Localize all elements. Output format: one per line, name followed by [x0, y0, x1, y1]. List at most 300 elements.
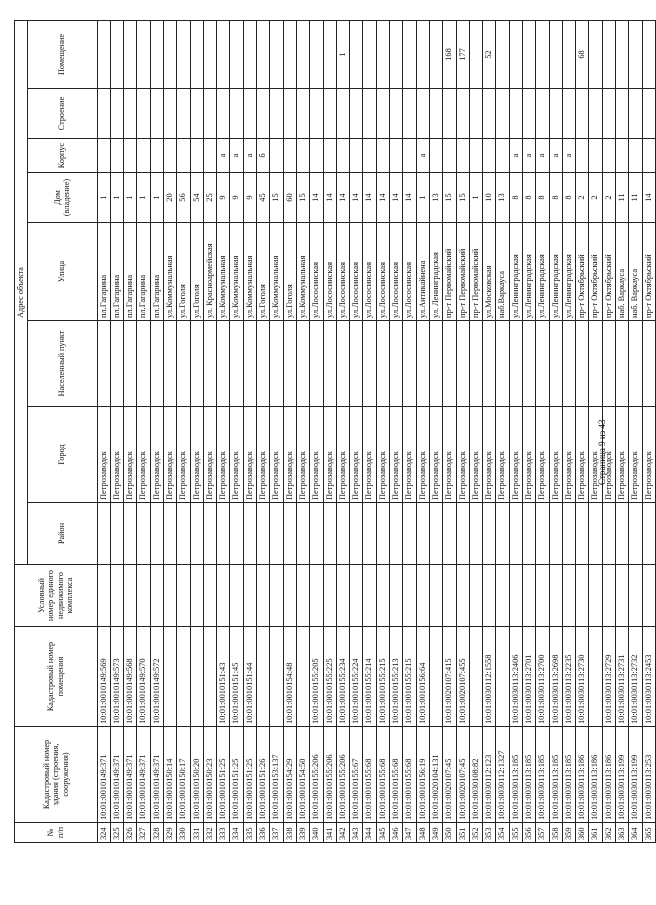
cell-building	[589, 89, 602, 139]
header-complex: Условный номер единого недвижимого комплекса	[15, 565, 98, 627]
cell-room	[243, 20, 256, 88]
cell-city: Петрозаводск	[403, 407, 416, 503]
cell-settlement	[270, 321, 283, 407]
cell-num: 341	[323, 823, 336, 843]
cell-city: Петрозаводск	[576, 407, 589, 503]
cell-room	[589, 20, 602, 88]
cell-city: Петрозаводск	[336, 407, 349, 503]
cell-building	[163, 89, 176, 139]
cell-num: 365	[642, 823, 655, 843]
cell-building	[496, 89, 509, 139]
cell-room	[403, 20, 416, 88]
table-row	[163, 20, 176, 842]
cell-settlement	[323, 321, 336, 407]
cell-building-cadastral: 10:01:0010151:25	[243, 727, 256, 823]
cell-district	[376, 503, 389, 565]
cell-house: 1	[137, 173, 150, 223]
cell-num: 348	[416, 823, 429, 843]
cell-num: 364	[629, 823, 642, 843]
cell-settlement	[283, 321, 296, 407]
cell-room-cadastral	[177, 627, 190, 727]
cell-house: 8	[549, 173, 562, 223]
cell-street: ул.Коммунальная	[243, 223, 256, 321]
cell-korpus	[576, 139, 589, 173]
cell-num: 355	[509, 823, 522, 843]
cell-korpus	[456, 139, 469, 173]
cell-room-cadastral: 10:01:0030112:1558	[483, 627, 496, 727]
cell-num: 339	[296, 823, 309, 843]
cell-settlement	[243, 321, 256, 407]
cell-city: Петрозаводск	[549, 407, 562, 503]
cell-building-cadastral: 10:01:0010155:68	[376, 727, 389, 823]
cell-building-cadastral: 10:01:0010149:371	[137, 727, 150, 823]
cell-building	[296, 89, 309, 139]
cell-korpus: а	[230, 139, 243, 173]
table-row	[496, 20, 509, 842]
cell-district	[403, 503, 416, 565]
cell-district	[456, 503, 469, 565]
cell-street: ул. Красноармейская	[203, 223, 216, 321]
cell-room-cadastral	[270, 627, 283, 727]
cell-complex	[217, 565, 230, 627]
cell-room	[376, 20, 389, 88]
cell-house: 45	[257, 173, 270, 223]
table-row	[536, 20, 549, 842]
cell-house: 8	[562, 173, 575, 223]
cell-building	[403, 89, 416, 139]
cell-num: 363	[616, 823, 629, 843]
cell-city: Петрозаводск	[616, 407, 629, 503]
cell-street: пр-т Октябрьский	[602, 223, 615, 321]
cell-district	[110, 503, 123, 565]
cell-street: ул.Лососинская	[336, 223, 349, 321]
cell-house: 15	[296, 173, 309, 223]
cell-room: 1	[336, 20, 349, 88]
cell-building-cadastral: 10:01:0010150:23	[203, 727, 216, 823]
cell-num: 325	[110, 823, 123, 843]
cell-settlement	[549, 321, 562, 407]
cell-korpus: а	[562, 139, 575, 173]
cell-district	[629, 503, 642, 565]
table-row	[230, 20, 243, 842]
cell-district	[642, 503, 655, 565]
cell-room	[177, 20, 190, 88]
cell-room	[562, 20, 575, 88]
header-district: Район	[27, 503, 97, 565]
cell-building-cadastral: 10:01:0030108:82	[469, 727, 482, 823]
cell-complex	[336, 565, 349, 627]
cell-korpus	[177, 139, 190, 173]
cell-house: 11	[616, 173, 629, 223]
cell-complex	[629, 565, 642, 627]
cell-house: 8	[509, 173, 522, 223]
cell-building-cadastral: 10:01:0010155:67	[350, 727, 363, 823]
cell-house: 54	[190, 173, 203, 223]
cell-room-cadastral: 10:01:0010151:43	[217, 627, 230, 727]
cell-city: Петрозаводск	[390, 407, 403, 503]
cell-room	[363, 20, 376, 88]
cell-complex	[124, 565, 137, 627]
cell-district	[230, 503, 243, 565]
cell-building-cadastral: 10:01:0030113:186	[589, 727, 602, 823]
cell-building-cadastral: 10:01:0030112:1327	[496, 727, 509, 823]
cell-building	[602, 89, 615, 139]
table-row	[376, 20, 389, 842]
cell-house: 10	[483, 173, 496, 223]
cell-room	[536, 20, 549, 88]
cell-room-cadastral: 10:01:0030113:2731	[616, 627, 629, 727]
table-row	[97, 20, 110, 842]
cell-num: 356	[523, 823, 536, 843]
cell-complex	[296, 565, 309, 627]
cell-house: 14	[390, 173, 403, 223]
cell-building	[177, 89, 190, 139]
table-row	[456, 20, 469, 842]
cell-house: 9	[243, 173, 256, 223]
table-row	[336, 20, 349, 842]
cell-street: ул.Ленинградская	[536, 223, 549, 321]
header-street: Улица	[27, 223, 97, 321]
cell-complex	[416, 565, 429, 627]
cell-district	[137, 503, 150, 565]
cell-room	[163, 20, 176, 88]
cell-settlement	[376, 321, 389, 407]
cell-num: 340	[310, 823, 323, 843]
table-row	[350, 20, 363, 842]
objects-table	[14, 20, 656, 843]
cell-house: 14	[376, 173, 389, 223]
table-row	[629, 20, 642, 842]
cell-building	[217, 89, 230, 139]
cell-building	[469, 89, 482, 139]
cell-num: 332	[203, 823, 216, 843]
cell-korpus: а	[416, 139, 429, 173]
cell-street: ул.Ленинградская	[562, 223, 575, 321]
cell-street: пр-т Октябрьский	[589, 223, 602, 321]
cell-num: 329	[163, 823, 176, 843]
cell-room	[230, 20, 243, 88]
cell-complex	[403, 565, 416, 627]
cell-street: ул.Лососинская	[310, 223, 323, 321]
cell-city: Петрозаводск	[243, 407, 256, 503]
cell-house: 13	[496, 173, 509, 223]
cell-settlement	[629, 321, 642, 407]
cell-house: 15	[270, 173, 283, 223]
cell-room-cadastral	[589, 627, 602, 727]
cell-complex	[509, 565, 522, 627]
cell-num: 345	[376, 823, 389, 843]
cell-room-cadastral: 10:01:0010155:205	[310, 627, 323, 727]
cell-num: 326	[124, 823, 137, 843]
cell-building-cadastral: 10:01:0030113:185	[562, 727, 575, 823]
cell-building	[576, 89, 589, 139]
cell-city: Петрозаводск	[203, 407, 216, 503]
cell-building-cadastral: 10:01:0010149:371	[110, 727, 123, 823]
cell-room	[429, 20, 442, 88]
cell-building-cadastral: 10:01:0030113:185	[536, 727, 549, 823]
cell-settlement	[483, 321, 496, 407]
cell-korpus	[350, 139, 363, 173]
cell-street: ул.Коммунальная	[270, 223, 283, 321]
cell-district	[443, 503, 456, 565]
cell-room-cadastral: 10:01:0030113:2730	[576, 627, 589, 727]
cell-complex	[642, 565, 655, 627]
cell-building	[429, 89, 442, 139]
cell-room	[217, 20, 230, 88]
cell-building	[310, 89, 323, 139]
cell-house: 1	[416, 173, 429, 223]
cell-city: Петрозаводск	[589, 407, 602, 503]
cell-room-cadastral: 10:01:0010151:45	[230, 627, 243, 727]
cell-district	[270, 503, 283, 565]
cell-room: 68	[576, 20, 589, 88]
cell-district	[363, 503, 376, 565]
cell-num: 344	[363, 823, 376, 843]
cell-room-cadastral: 10:01:0030113:2406	[509, 627, 522, 727]
cell-settlement	[310, 321, 323, 407]
cell-korpus	[110, 139, 123, 173]
cell-room-cadastral	[203, 627, 216, 727]
cell-korpus	[642, 139, 655, 173]
cell-room-cadastral: 10:01:0010155:214	[363, 627, 376, 727]
cell-district	[323, 503, 336, 565]
cell-complex	[243, 565, 256, 627]
cell-korpus	[363, 139, 376, 173]
cell-district	[469, 503, 482, 565]
cell-num: 324	[97, 823, 110, 843]
cell-settlement	[642, 321, 655, 407]
cell-korpus	[443, 139, 456, 173]
cell-building	[203, 89, 216, 139]
cell-settlement	[296, 321, 309, 407]
cell-settlement	[150, 321, 163, 407]
cell-house: 14	[323, 173, 336, 223]
cell-room: 52	[483, 20, 496, 88]
cell-num: 337	[270, 823, 283, 843]
cell-korpus: а	[243, 139, 256, 173]
table-body	[97, 20, 655, 842]
cell-complex	[323, 565, 336, 627]
cell-complex	[257, 565, 270, 627]
cell-korpus	[390, 139, 403, 173]
cell-building-cadastral: 10:01:0030113:186	[576, 727, 589, 823]
cell-room-cadastral: 10:01:0010149:568	[124, 627, 137, 727]
cell-korpus	[97, 139, 110, 173]
cell-street: ул.Коммунальная	[230, 223, 243, 321]
cell-building	[336, 89, 349, 139]
cell-city: Петрозаводск	[230, 407, 243, 503]
table-row	[203, 20, 216, 842]
cell-complex	[390, 565, 403, 627]
cell-city: Петрозаводск	[642, 407, 655, 503]
cell-complex	[270, 565, 283, 627]
cell-num: 327	[137, 823, 150, 843]
cell-building-cadastral: 10:01:0030113:185	[523, 727, 536, 823]
cell-settlement	[363, 321, 376, 407]
cell-room	[416, 20, 429, 88]
cell-city: Петрозаводск	[177, 407, 190, 503]
cell-house: 14	[403, 173, 416, 223]
cell-building-cadastral: 10:01:0010151:26	[257, 727, 270, 823]
cell-district	[296, 503, 309, 565]
cell-room	[496, 20, 509, 88]
cell-settlement	[509, 321, 522, 407]
table-row	[150, 20, 163, 842]
table-row	[390, 20, 403, 842]
cell-district	[576, 503, 589, 565]
cell-num: 333	[217, 823, 230, 843]
table-row	[616, 20, 629, 842]
cell-complex	[469, 565, 482, 627]
cell-room-cadastral: 10:01:0010156:64	[416, 627, 429, 727]
cell-room	[203, 20, 216, 88]
cell-house: 15	[456, 173, 469, 223]
cell-settlement	[163, 321, 176, 407]
cell-complex	[562, 565, 575, 627]
cell-room-cadastral: 10:01:0010155:213	[390, 627, 403, 727]
cell-building	[350, 89, 363, 139]
table-row	[296, 20, 309, 842]
cell-district	[243, 503, 256, 565]
cell-building	[549, 89, 562, 139]
cell-room	[310, 20, 323, 88]
cell-city: Петрозаводск	[110, 407, 123, 503]
cell-room-cadastral: 10:01:0030113:2701	[523, 627, 536, 727]
cell-street: ул.Гоголя	[283, 223, 296, 321]
cell-district	[257, 503, 270, 565]
cell-house: 60	[283, 173, 296, 223]
table-row	[124, 20, 137, 842]
cell-num: 354	[496, 823, 509, 843]
cell-complex	[456, 565, 469, 627]
cell-num: 358	[549, 823, 562, 843]
cell-room	[323, 20, 336, 88]
cell-building	[523, 89, 536, 139]
cell-korpus	[323, 139, 336, 173]
cell-city: Петрозаводск	[163, 407, 176, 503]
cell-street: ул.Антикайнена	[416, 223, 429, 321]
cell-settlement	[230, 321, 243, 407]
table-row	[523, 20, 536, 842]
cell-street: ул.Лососинская	[323, 223, 336, 321]
header-house: Дом (владение)	[27, 173, 97, 223]
cell-complex	[110, 565, 123, 627]
cell-room	[509, 20, 522, 88]
cell-building	[416, 89, 429, 139]
cell-settlement	[429, 321, 442, 407]
cell-building	[270, 89, 283, 139]
cell-num: 331	[190, 823, 203, 843]
cell-settlement	[217, 321, 230, 407]
cell-num: 350	[443, 823, 456, 843]
cell-room	[270, 20, 283, 88]
cell-korpus: б	[257, 139, 270, 173]
cell-korpus	[483, 139, 496, 173]
cell-complex	[177, 565, 190, 627]
cell-building	[363, 89, 376, 139]
cell-district	[589, 503, 602, 565]
cell-house: 9	[230, 173, 243, 223]
cell-city: Петрозаводск	[416, 407, 429, 503]
cell-house: 20	[163, 173, 176, 223]
cell-complex	[616, 565, 629, 627]
cell-korpus: а	[509, 139, 522, 173]
table-row	[483, 20, 496, 842]
cell-building	[150, 89, 163, 139]
table-row	[137, 20, 150, 842]
table-row	[177, 20, 190, 842]
cell-city: Петрозаводск	[270, 407, 283, 503]
cell-district	[217, 503, 230, 565]
cell-settlement	[616, 321, 629, 407]
cell-building-cadastral: 10:01:0010155:68	[390, 727, 403, 823]
cell-house: 14	[642, 173, 655, 223]
cell-korpus	[496, 139, 509, 173]
cell-settlement	[124, 321, 137, 407]
cell-room: 177	[456, 20, 469, 88]
cell-room-cadastral: 10:01:0010155:215	[376, 627, 389, 727]
cell-korpus	[203, 139, 216, 173]
cell-korpus	[589, 139, 602, 173]
cell-settlement	[536, 321, 549, 407]
cell-building	[376, 89, 389, 139]
cell-settlement	[456, 321, 469, 407]
table-row	[642, 20, 655, 842]
cell-building-cadastral: 10:01:0030113:185	[509, 727, 522, 823]
cell-building	[483, 89, 496, 139]
cell-city: Петрозаводск	[602, 407, 615, 503]
cell-building	[456, 89, 469, 139]
cell-complex	[589, 565, 602, 627]
cell-building-cadastral: 10:01:0010154:29	[283, 727, 296, 823]
cell-house: 11	[629, 173, 642, 223]
cell-korpus	[283, 139, 296, 173]
header-settlement: Населенный пункт	[27, 321, 97, 407]
cell-num: 338	[283, 823, 296, 843]
cell-complex	[97, 565, 110, 627]
cell-complex	[163, 565, 176, 627]
cell-room-cadastral	[496, 627, 509, 727]
cell-city: Петрозаводск	[257, 407, 270, 503]
cell-street: ул.Коммунальная	[163, 223, 176, 321]
cell-building	[536, 89, 549, 139]
cell-district	[496, 503, 509, 565]
cell-room	[257, 20, 270, 88]
cell-room	[124, 20, 137, 88]
table-row	[416, 20, 429, 842]
cell-district	[483, 503, 496, 565]
cell-room	[190, 20, 203, 88]
cell-room-cadastral: 10:01:0010151:44	[243, 627, 256, 727]
cell-room	[602, 20, 615, 88]
cell-district	[150, 503, 163, 565]
cell-korpus	[270, 139, 283, 173]
cell-district	[163, 503, 176, 565]
cell-num: 336	[257, 823, 270, 843]
table-row	[243, 20, 256, 842]
cell-city: Петрозаводск	[363, 407, 376, 503]
cell-city: Петрозаводск	[150, 407, 163, 503]
cell-house: 1	[110, 173, 123, 223]
cell-settlement	[416, 321, 429, 407]
cell-complex	[230, 565, 243, 627]
cell-house: 2	[576, 173, 589, 223]
cell-korpus: а	[549, 139, 562, 173]
cell-room-cadastral: 10:01:0030113:2729	[602, 627, 615, 727]
cell-city: Петрозаводск	[536, 407, 549, 503]
cell-korpus	[376, 139, 389, 173]
cell-building-cadastral: 10:01:0010150:20	[190, 727, 203, 823]
